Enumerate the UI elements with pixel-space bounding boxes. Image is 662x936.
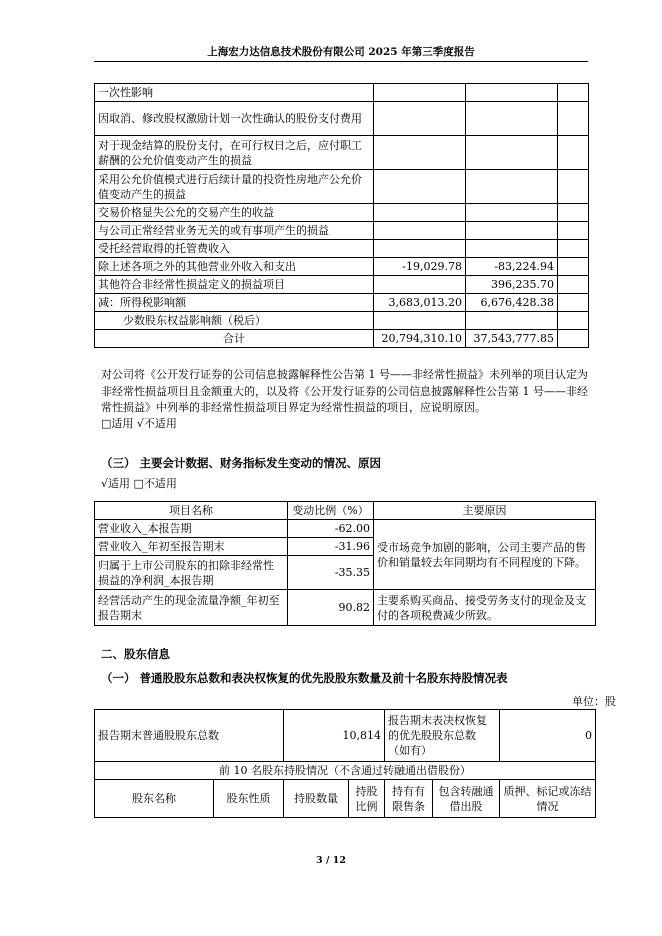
note-applicability: □适用 √不适用 (101, 417, 177, 430)
header-item-name: 项目名称 (95, 502, 288, 520)
change-ratio: 90.82 (288, 590, 374, 626)
row-label: 采用公允价值模式进行后续计量的投资性房地产公允价值变动产生的损益 (95, 170, 374, 204)
table-row (95, 276, 589, 294)
col-holder-name: 股东名称 (95, 780, 214, 818)
value-note (558, 276, 589, 294)
section-shareholders-subtitle: （一） 普通股股东总数和表决权恢复的优先股股东数量及前十名股东持股情况表 (101, 671, 508, 685)
row-label: 一次性影响 (95, 84, 374, 102)
table-row (95, 240, 589, 258)
row-label: 少数股东权益影响额（税后） (95, 312, 374, 330)
value-note (558, 170, 589, 204)
table-row (95, 170, 589, 204)
value-current-period (374, 102, 466, 136)
value-year-to-date (466, 312, 558, 330)
note-paragraph: 对公司将《公开发行证券的公司信息披露解释性公告第 1 号——非经常性损益》未列举的项目认定为非经常性损益项目且金额重大的，以及将《公开发行证券的公司信息披露解释性公告第 1 号——非经常性损益》中列举的非经常性损益项目界定为经常性损益的项目，应说明原因。 (101, 368, 588, 414)
header-rule (94, 61, 588, 62)
page-number: 3 / 12 (316, 855, 346, 866)
table-row (95, 312, 589, 330)
value-current-period (374, 222, 466, 240)
value-note (558, 136, 589, 170)
value-note (558, 294, 589, 312)
preferred-holders-value: 0 (500, 710, 596, 762)
total-holders-value: 10,814 (284, 710, 385, 762)
main-reason-cashflow: 主要系购买商品、接受劳务支付的现金及支付的各项税费减少所致。 (374, 590, 596, 626)
value-current-period (374, 84, 466, 102)
table-row (95, 258, 589, 276)
shareholder-table (94, 709, 596, 818)
value-note (558, 240, 589, 258)
non-recurring-items-table (94, 83, 589, 348)
value-year-to-date: 37,543,777.85 (466, 330, 558, 348)
unit-label: 单位：股 (572, 695, 616, 708)
value-note (558, 222, 589, 240)
value-note (558, 102, 589, 136)
value-note (558, 330, 589, 348)
value-current-period (374, 240, 466, 258)
value-current-period (374, 276, 466, 294)
col-share-ratio: 持股比例 (349, 780, 385, 818)
table-row (95, 294, 589, 312)
row-label: 交易价格显失公允的交易产生的收益 (95, 204, 374, 222)
value-year-to-date: 396,235.70 (466, 276, 558, 294)
row-label: 其他符合非经常性损益定义的损益项目 (95, 276, 374, 294)
header-main-reason: 主要原因 (374, 502, 596, 520)
change-ratio: -62.00 (288, 520, 374, 538)
col-pledge: 质押、标记或冻结情况 (500, 780, 596, 818)
value-year-to-date (466, 222, 558, 240)
page-header: 上海宏力达信息技术股份有限公司 2025 年第三季度报告 (207, 46, 475, 58)
value-current-period (374, 312, 466, 330)
value-year-to-date: -83,224.94 (466, 258, 558, 276)
row-label: 减：所得税影响额 (95, 294, 374, 312)
col-restricted: 持有有限售条 (385, 780, 433, 818)
row-label: 受托经营取得的托管费收入 (95, 240, 374, 258)
value-current-period (374, 204, 466, 222)
value-current-period: -19,029.78 (374, 258, 466, 276)
table-row (95, 84, 589, 102)
value-current-period (374, 170, 466, 204)
table-row (95, 330, 589, 348)
preferred-holders-label: 报告期末表决权恢复的优先股股东总数（如有） (385, 710, 500, 762)
value-note (558, 312, 589, 330)
value-year-to-date (466, 136, 558, 170)
section-3-applicability: √适用 □不适用 (101, 477, 177, 490)
value-current-period: 3,683,013.20 (374, 294, 466, 312)
item-name: 营业收入_本报告期 (95, 520, 288, 538)
value-year-to-date (466, 240, 558, 258)
row-label: 对于现金结算的股份支付，在可行权日之后，应付职工薪酬的公允价值变动产生的损益 (95, 136, 374, 170)
row-label: 合计 (95, 330, 374, 348)
header-change-ratio: 变动比例（%） (288, 502, 374, 520)
col-share-count: 持股数量 (284, 780, 349, 818)
total-holders-label: 报告期末普通股股东总数 (95, 710, 284, 762)
row-label: 因取消、修改股权激励计划一次性确认的股份支付费用 (95, 102, 374, 136)
value-note (558, 84, 589, 102)
change-ratio: -35.35 (288, 556, 374, 590)
top10-title: 前 10 名股东持股情况（不含通过转融通出借股份） (95, 762, 596, 780)
value-year-to-date (466, 102, 558, 136)
row-label: 与公司正常经营业务无关的或有事项产生的损益 (95, 222, 374, 240)
section-shareholders-title: 二、股东信息 (101, 647, 170, 661)
value-year-to-date (466, 84, 558, 102)
col-holder-nature: 股东性质 (214, 780, 284, 818)
value-note (558, 258, 589, 276)
value-year-to-date (466, 204, 558, 222)
indicator-change-table (94, 501, 596, 626)
col-lending: 包含转融通借出股 (433, 780, 500, 818)
row-label: 除上述各项之外的其他营业外收入和支出 (95, 258, 374, 276)
table-row (95, 222, 589, 240)
value-year-to-date: 6,676,428.38 (466, 294, 558, 312)
item-name: 经营活动产生的现金流量净额_年初至报告期末 (95, 590, 288, 626)
item-name: 归属于上市公司股东的扣除非经常性损益的净利润_本报告期 (95, 556, 288, 590)
section-3-title: （三） 主要会计数据、财务指标发生变动的情况、原因 (101, 456, 382, 470)
table-row (95, 102, 589, 136)
value-current-period: 20,794,310.10 (374, 330, 466, 348)
table-row (95, 136, 589, 170)
main-reason-revenue: 受市场竞争加剧的影响，公司主要产品的售价和销量较去年同期均有不同程度的下降。 (374, 520, 596, 590)
value-current-period (374, 136, 466, 170)
value-note (558, 204, 589, 222)
change-ratio: -31.96 (288, 538, 374, 556)
table-row (95, 204, 589, 222)
item-name: 营业收入_年初至报告期末 (95, 538, 288, 556)
value-year-to-date (466, 170, 558, 204)
